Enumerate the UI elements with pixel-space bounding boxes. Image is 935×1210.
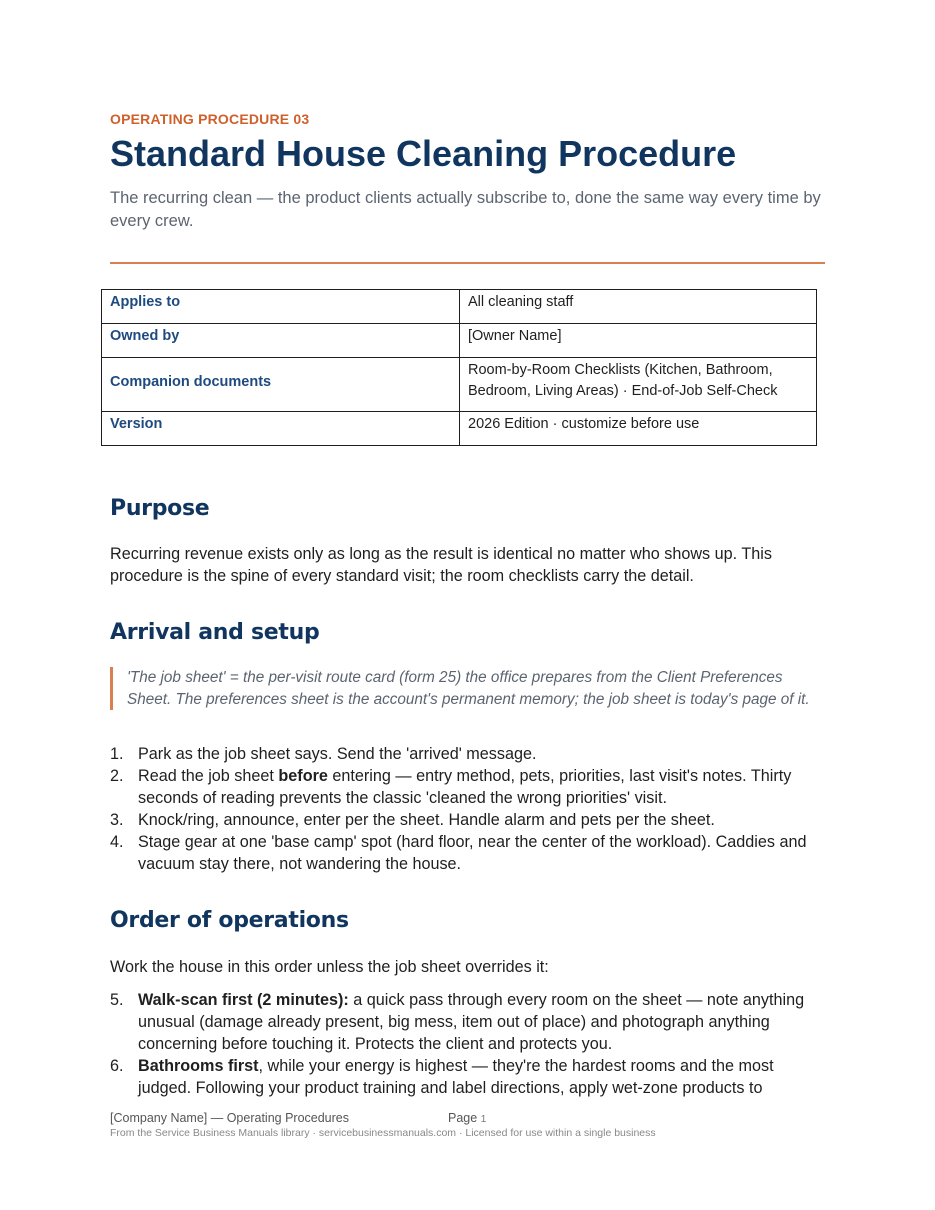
list-item <box>110 989 825 1055</box>
step-emphasis: before <box>278 767 328 785</box>
step-number: 3. <box>110 811 124 829</box>
step-text: entering — entry method, pets, priorities, last visit's notes. Thirty seconds of reading prevents the classic 'cleaned the wrong priorities' visit. <box>138 767 792 807</box>
step-number: 4. <box>110 833 124 851</box>
meta-key: Owned by <box>102 324 460 358</box>
list-item <box>110 809 825 831</box>
table-row <box>102 290 817 324</box>
meta-value: All cleaning staff <box>460 290 817 324</box>
page-indicator <box>448 1111 486 1125</box>
meta-key: Companion documents <box>102 358 460 412</box>
step-number: 6. <box>110 1057 124 1075</box>
job-sheet-note: 'The job sheet' = the per-visit route card (form 25) the office prepares from the Client Preferences Sheet. The preferences sheet is the account's permanent memory; the job sheet is today's page of it. <box>110 667 825 710</box>
order-steps <box>110 989 825 1099</box>
meta-value: Room-by-Room Checklists (Kitchen, Bathroom, Bedroom, Living Areas) · End-of-Job Self-Check <box>460 358 817 412</box>
footer-company: [Company Name] — Operating Procedures <box>110 1111 349 1125</box>
step-text: , while your energy is highest — they're the hardest rooms and the most judged. Following your product training and label directions, apply wet-zone products to <box>138 1057 774 1097</box>
step-text: Stage gear at one 'base camp' spot (hard floor, near the center of the workload). Caddies and vacuum stay there, not wandering the house. <box>138 833 807 873</box>
step-emphasis: Walk-scan first (2 minutes): <box>138 991 349 1009</box>
list-item <box>110 743 825 765</box>
step-number: 2. <box>110 767 124 785</box>
step-text-lead: Read the job sheet <box>138 767 279 785</box>
meta-value: 2026 Edition · customize before use <box>460 412 817 446</box>
meta-key: Applies to <box>102 290 460 324</box>
meta-key: Version <box>102 412 460 446</box>
list-item <box>110 831 825 875</box>
arrival-steps <box>110 743 825 875</box>
step-text: a quick pass through every room on the sheet — note anything unusual (damage already present, big mess, item out of place) and photograph anything concerning before touching it. Protects the client and protects you. <box>138 991 805 1053</box>
meta-value: [Owner Name] <box>460 324 817 358</box>
order-intro: Work the house in this order unless the job sheet overrides it: <box>110 958 549 976</box>
table-row <box>102 412 817 446</box>
step-text: Park as the job sheet says. Send the 'arrived' message. <box>138 745 537 763</box>
footer-credit: From the Service Business Manuals library · servicebusinessmanuals.com · Licensed for use within a single business <box>110 1127 656 1139</box>
table-row <box>102 324 817 358</box>
order-heading: Order of operations <box>110 908 349 933</box>
page-number: 1 <box>480 1114 487 1125</box>
header-divider <box>110 262 825 264</box>
step-number: 5. <box>110 991 124 1009</box>
page-label: Page <box>448 1111 478 1125</box>
arrival-heading: Arrival and setup <box>110 620 320 645</box>
metadata-table <box>101 289 817 446</box>
step-number: 1. <box>110 745 124 763</box>
procedure-number: OPERATING PROCEDURE 03 <box>110 111 310 127</box>
page-title: Standard House Cleaning Procedure <box>110 133 737 174</box>
purpose-text: Recurring revenue exists only as long as the result is identical no matter who shows up. This procedure is the spine of every standard visit; the room checklists carry the detail. <box>110 545 772 585</box>
page-footer <box>110 1111 487 1125</box>
page-subtitle: The recurring clean — the product clients actually subscribe to, done the same way every time by every crew. <box>110 189 821 230</box>
step-emphasis: Bathrooms first <box>138 1057 259 1075</box>
list-item <box>110 1055 825 1099</box>
step-text: Knock/ring, announce, enter per the sheet. Handle alarm and pets per the sheet. <box>138 811 715 829</box>
table-row <box>102 358 817 412</box>
list-item <box>110 765 825 809</box>
purpose-heading: Purpose <box>110 496 210 521</box>
